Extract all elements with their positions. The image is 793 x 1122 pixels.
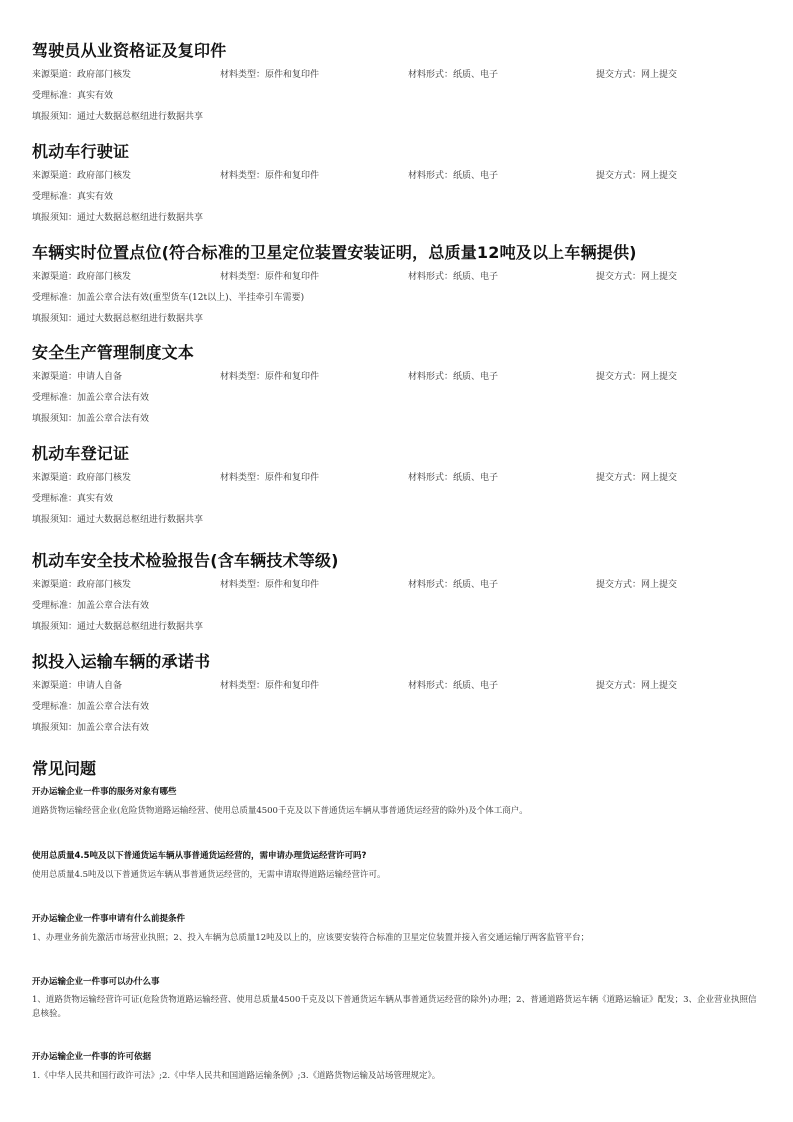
submit-method: 提交方式：网上提交	[596, 473, 678, 483]
source-channel: 来源渠道：政府部门核发	[32, 473, 132, 483]
material-title: 驾驶员从业资格证及复印件	[32, 41, 227, 60]
material-title: 车辆实时位置点位(符合标准的卫星定位装置安装证明，总质量12吨及以上车辆提供)	[32, 243, 637, 262]
material-type: 材料类型：原件和复印件	[220, 580, 320, 590]
material-type: 材料类型：原件和复印件	[220, 473, 320, 483]
acceptance-standard: 受理标准：加盖公章合法有效	[32, 702, 150, 712]
acceptance-standard: 受理标准：真实有效	[32, 91, 114, 101]
source-channel: 来源渠道：政府部门核发	[32, 70, 132, 80]
acceptance-standard: 受理标准：加盖公章合法有效	[32, 601, 150, 611]
faq-heading: 常见问题	[32, 759, 97, 778]
source-channel: 来源渠道：政府部门核发	[32, 580, 132, 590]
material-type: 材料类型：原件和复印件	[220, 70, 320, 80]
faq-answer: 1.《中华人民共和国行政许可法》;2.《中华人民共和国道路运输条例》;3.《道路货物运输及站场管理规定》。	[32, 1071, 441, 1081]
acceptance-standard: 受理标准：真实有效	[32, 494, 114, 504]
filling-notice: 填报须知：加盖公章合法有效	[32, 723, 150, 733]
material-meta-row	[32, 168, 772, 184]
submit-method: 提交方式：网上提交	[596, 580, 678, 590]
submit-method: 提交方式：网上提交	[596, 372, 678, 382]
material-meta-row	[32, 577, 772, 593]
filling-notice: 填报须知：通过大数据总枢纽进行数据共享	[32, 213, 204, 223]
acceptance-standard: 受理标准：加盖公章合法有效	[32, 393, 150, 403]
faq-answer: 道路货物运输经营企业(危险货物道路运输经营、使用总质量4500千克及以下普通货运车辆从事普通货运经营的除外)及个体工商户。	[32, 806, 528, 816]
material-title: 机动车登记证	[32, 444, 130, 463]
submit-method: 提交方式：网上提交	[596, 681, 678, 691]
material-meta-row	[32, 470, 772, 486]
faq-question: 开办运输企业一件事申请有什么前提条件	[32, 914, 186, 924]
material-title: 安全生产管理制度文本	[32, 343, 195, 362]
submit-method: 提交方式：网上提交	[596, 70, 678, 80]
source-channel: 来源渠道：政府部门核发	[32, 272, 132, 282]
material-type: 材料类型：原件和复印件	[220, 272, 320, 282]
faq-question: 使用总质量4.5吨及以下普通货运车辆从事普通货运经营的，需申请办理货运经营许可吗?	[32, 851, 367, 861]
submit-method: 提交方式：网上提交	[596, 171, 678, 181]
material-type: 材料类型：原件和复印件	[220, 372, 320, 382]
material-meta-row	[32, 67, 772, 83]
faq-answer: 使用总质量4.5吨及以下普通货运车辆从事普通货运经营的，无需申请取得道路运输经营许可。	[32, 870, 386, 880]
material-title: 机动车行驶证	[32, 142, 130, 161]
material-title: 机动车安全技术检验报告(含车辆技术等级)	[32, 551, 339, 570]
material-meta-row	[32, 269, 772, 285]
submit-method: 提交方式：网上提交	[596, 272, 678, 282]
faq-answer: 1、道路货物运输经营许可证(危险货物道路运输经营、使用总质量4500千克及以下普通货运车辆从事普通货运经营的除外)办理；2、普通道路货运车辆《道路运输证》配发；3、企业营业执照信息核验。	[32, 995, 757, 1019]
source-channel: 来源渠道：申请人自备	[32, 681, 123, 691]
source-channel: 来源渠道：政府部门核发	[32, 171, 132, 181]
filling-notice: 填报须知：加盖公章合法有效	[32, 414, 150, 424]
material-meta-row	[32, 369, 772, 385]
acceptance-standard: 受理标准：真实有效	[32, 192, 114, 202]
filling-notice: 填报须知：通过大数据总枢纽进行数据共享	[32, 515, 204, 525]
material-form: 材料形式：纸质、电子	[408, 272, 499, 282]
material-form: 材料形式：纸质、电子	[408, 372, 499, 382]
faq-question: 开办运输企业一件事的许可依据	[32, 1052, 152, 1062]
filling-notice: 填报须知：通过大数据总枢纽进行数据共享	[32, 314, 204, 324]
acceptance-standard: 受理标准：加盖公章合法有效(重型货车(12t以上)、半挂牵引车需要)	[32, 293, 305, 303]
faq-question: 开办运输企业一件事的服务对象有哪些	[32, 787, 177, 797]
material-form: 材料形式：纸质、电子	[408, 70, 499, 80]
material-form: 材料形式：纸质、电子	[408, 681, 499, 691]
faq-question: 开办运输企业一件事可以办什么事	[32, 977, 160, 987]
material-form: 材料形式：纸质、电子	[408, 171, 499, 181]
filling-notice: 填报须知：通过大数据总枢纽进行数据共享	[32, 112, 204, 122]
material-title: 拟投入运输车辆的承诺书	[32, 652, 211, 671]
material-form: 材料形式：纸质、电子	[408, 473, 499, 483]
source-channel: 来源渠道：申请人自备	[32, 372, 123, 382]
material-type: 材料类型：原件和复印件	[220, 681, 320, 691]
material-meta-row	[32, 678, 772, 694]
material-type: 材料类型：原件和复印件	[220, 171, 320, 181]
filling-notice: 填报须知：通过大数据总枢纽进行数据共享	[32, 622, 204, 632]
material-form: 材料形式：纸质、电子	[408, 580, 499, 590]
faq-answer: 1、办理业务前先激活市场营业执照；2、投入车辆为总质量12吨及以上的，应该要安装符合标准的卫星定位装置并接入省交通运输厅两客监管平台；	[32, 933, 590, 943]
